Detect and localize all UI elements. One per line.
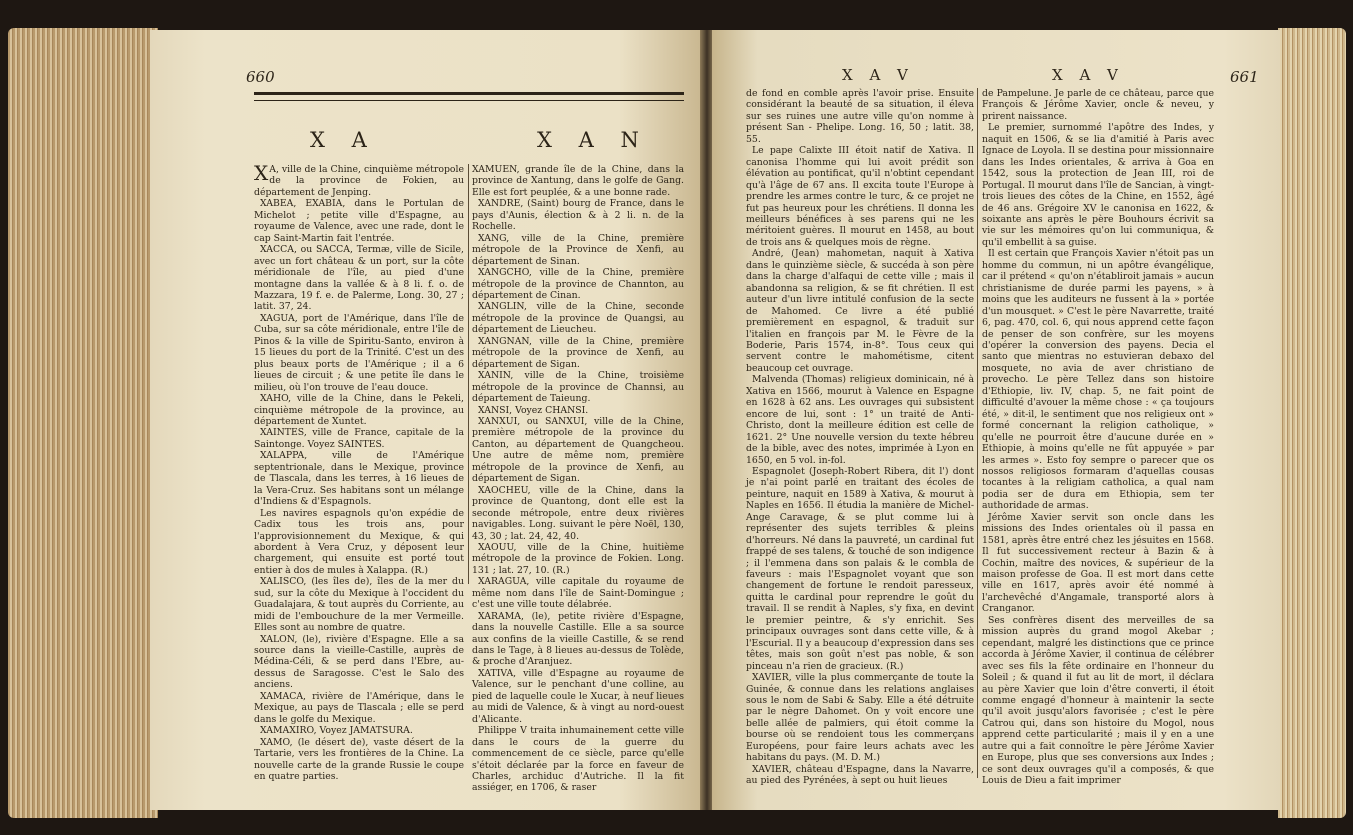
paragraph: de fond en comble après l'avoir prise. Ensuite considérant la beauté de sa situation, il éleva sur ses ruines une autre ville qu'on nomme à présent San - Phelipe. Long. 16, 50 ; latit. 38, 55.	[746, 88, 974, 145]
paragraph	[254, 161, 464, 198]
paragraph: XAGUA, port de l'Amérique, dans l'île de Cuba, sur sa côte méridionale, entre l'île de Pinos & la ville de Spiritu-Santo, environ à 15 lieues du port de la Trinité. C'est un des plus beaux ports de l'Amérique ; il a 6 lieues de circuit ; & une petite île dans le milieu, où l'on trouve de l'eau douce.	[254, 312, 464, 393]
column-heading-left-2: X A N	[537, 128, 649, 152]
paragraph: XAMUEN, grande île de la Chine, dans la province de Xantung, dans le golfe de Gang. Elle est fort peuplée, & a une bonne rade.	[472, 164, 684, 198]
right-page-edges	[1278, 28, 1346, 818]
paragraph: XAINTES, ville de France, capitale de la Saintonge. Voyez SAINTES.	[254, 427, 464, 450]
paragraph: Philippe V traita inhumainement cette ville dans le cours de la guerre du commencement de ce siècle, parce qu'elle s'étoit déclarée par la force en faveur de Charles, archiduc d'Autriche. Il la fit assiéger, en 1706, & raser	[472, 725, 684, 794]
running-head-right: X A V	[1052, 66, 1124, 84]
paragraph: XAOUU, ville de la Chine, huitième métropole de la province de Fokien. Long. 131 ; lat. 27, 10. (R.)	[472, 541, 684, 576]
paragraph: XAHO, ville de la Chine, dans le Pekeli, cinquième métropole de la province, au département de Xuntet.	[254, 393, 464, 427]
paragraph: XAOCHEU, ville de la Chine, dans la province de Quantong, dont elle est la seconde métropole, entre deux rivières navigables. Long. suivant le père Noël, 130, 43, 30 ; lat. 24, 42, 40.	[472, 484, 684, 542]
paragraph: XABEA, EXABIA, dans le Portulan de Michelot ; petite ville d'Espagne, au royaume de Valence, avec une rade, dont le cap Saint-Martin fait l'entrée.	[254, 198, 464, 244]
paragraph-text: A, ville de la Chine, cinquième métropole de la province de Fokien, au département de Jenping.	[254, 164, 464, 198]
paragraph: XANSI, Voyez CHANSI.	[478, 404, 589, 416]
paragraph: XAVIER, château d'Espagne, dans la Navarre, au pied des Pyrénées, à sept ou huit lieues	[746, 763, 974, 787]
paragraph: XANGNAN, ville de la Chine, première métropole de la province de Xenfi, au département de Sigan.	[472, 335, 684, 370]
left-page	[150, 30, 702, 810]
paragraph: Espagnolet (Joseph-Robert Ribera, dit l') dont je n'ai point parlé en traitant des écoles de peinture, naquit en 1589 à Xativa, & mourut à Naples en 1656. Il étudia la manière de Michel-Ange Caravage, & se plut comme lui à représenter des sujets terribles & pleins d'horreurs. Né dans la pauvreté, un cardinal fut frappé de ses talens, & touché de son indigence ; il l'emmena dans son palais & le combla de faveurs : mais l'Espagnolet voyant que son changement de fortune le rendoit paresseux, quitta le cardinal pour reprendre le goût du travail. Il se rendit à Naples, s'y fixa, en devint le premier peintre, & s'y enrichit. Ses principaux ouvrages sont dans cette ville, & à l'Escurial. Il y a beaucoup d'expression dans ses têtes, mais son goût n'est pas noble, & son pinceau n'a rien de gracieux. (R.)	[746, 465, 974, 672]
header-rule-left	[254, 92, 684, 101]
paragraph: XANGLIN, ville de la Chine, seconde métropole de la province de Quangsi, au département de Lieucheu.	[472, 301, 684, 336]
paragraph: XALON, (le), rivière d'Espagne. Elle a sa source dans la vieille-Castille, auprès de Médina-Céli, & se perd dans l'Ebre, au-dessus de Saragosse. C'est le Salo des anciens.	[254, 633, 464, 691]
paragraph: Le premier, surnommé l'apôtre des Indes, y naquit en 1506, & se lia d'amitié à Paris avec Ignace de Loyola. Il se destina pour missionnaire dans les Indes orientales, & arriva à Goa en 1542, sous la protection de Jean III, roi de Portugal. Il mourut dans l'île de Sancian, à vingt-trois lieues des côtes de la Chine, en 1552, âgé de 46 ans. Grégoire XV le canonisa en 1622, & soixante ans après le père Bouhours écrivit sa vie sur les mémoires qu'on lui communiqua, & qu'il embellit à sa guise.	[982, 122, 1214, 248]
page-number-right: 661	[1230, 68, 1259, 86]
paragraph: XANDRE, (Saint) bourg de France, dans le pays d'Aunis, élection & à 2 li. n. de la Rochelle.	[472, 198, 684, 233]
paragraph: XANGCHO, ville de la Chine, première métropole de la province de Channton, au département de Cinan.	[472, 267, 684, 301]
left-page-edges	[8, 28, 158, 818]
paragraph: XACCA, ou SACCA, Termæ, ville de Sicile, avec un fort château & un port, sur la côte méridionale de l'île, au pied d'une montagne dans la vallée & à 8 li. f. o. de Mazzara, 19 f. e. de Palerme, Long. 30, 27 ; latit. 37, 24.	[254, 244, 464, 313]
running-head-left: X A V	[842, 66, 914, 84]
right-page-column-2	[982, 88, 1214, 804]
left-page-column-2	[472, 164, 684, 804]
right-page	[712, 30, 1280, 810]
paragraph: de Pampelune. Je parle de ce château, parce que François & Jérôme Xavier, oncle & neveu, y prirent naissance.	[982, 88, 1214, 122]
paragraph: XAMO, (le désert de), vaste désert de la Tartarie, vers les frontières de la Chine. La nouvelle carte de la grande Russie le coupe en quatre parties.	[254, 736, 464, 783]
paragraph: XALISCO, (les îles de), îles de la mer du sud, sur la côte du Mexique à l'occident du Guadalajara, & tout auprès du Corriente, au midi de l'embouchure de la mer Vermeille. Elles sont au nombre de quatre.	[254, 576, 464, 634]
column-separator	[468, 164, 469, 584]
paragraph: XATIVA, ville d'Espagne au royaume de Valence, sur le penchant d'une colline, au pied de laquelle coule le Xucar, à neuf lieues au midi de Valence, & à vingt au nord-ouest d'Alicante.	[472, 667, 684, 725]
paragraph: XAVIER, ville la plus commerçante de toute la Guinée, & connue dans les relations anglaises sous le nom de Sabi & Saby. Elle a été détruite par le nègre Dahomet. On y voit encore une belle allée de palmiers, qui étoit comme la bourse où se rendoient tous les commerçans Européens, pour faire leurs achats avec les habitans du pays. (M. D. M.)	[746, 672, 974, 764]
page-number-left: 660	[246, 68, 275, 86]
right-page-column-1	[746, 88, 974, 804]
paragraph: Il est certain que François Xavier n'étoit pas un homme du commun, ni un apôtre évangélique, car il prétend « qu'on n'établiroit jamais » aucun christianisme de durée parmi les payens, » à moins que les auditeurs ne fussent à la » portée d'un mousquet. » C'est le père Navarrette, traité 6, pag. 470, col. 6, qui nous apprend cette façon de penser de son confrère, sur les moyens d'opérer la conversion des payens. Decia el santo que mientras no estuvieran debaxo del mosquete, no avia de aver christiano de provecho. Le père Tellez dans son histoire d'Ethiopie, liv. IV, chap. 5, ne fait point de difficulté d'avouer la même chose : « ça toujours été, » dit-il, le sentiment que nos religieux ont » formé concernant la religion catholique, » qu'elle ne pourroit être d'aucune durée en » Ethiopie, à moins qu'elle ne fût appuyée » par les armes ». Esto foy sempre o parecer que os nossos religiosos formaram d'aquellas cousas tocantes à la religiam catholica, a qual nam podia ser de dura em Ethiopia, sem ter authoridade de armas.	[982, 248, 1214, 512]
paragraph: Les navires espagnols qu'on expédie de Cadix tous les trois ans, pour l'approvisionnement du Mexique, & qui abordent à Vera Cruz, y déposent leur chargement, qui ensuite est porté tout entier à dos de mules à Xalappa. (R.)	[254, 507, 464, 576]
column-separator	[977, 88, 978, 778]
paragraph: XARAGUA, ville capitale du royaume de même nom dans l'île de Saint-Domingue ; c'est une ville toute délabrée.	[472, 576, 684, 611]
left-page-column-1	[254, 161, 464, 804]
paragraph: XAMACA, rivière de l'Amérique, dans le Mexique, au pays de Tlascala ; elle se perd dans le golfe du Mexique.	[254, 690, 464, 725]
paragraph: XANIN, ville de la Chine, troisième métropole de la province de Channsi, au département de Taieung.	[472, 370, 684, 405]
paragraph: Jérôme Xavier servit son oncle dans les missions des Indes orientales où il passa en 1581, après être entré chez les jésuites en 1568. Il fut successivement recteur à Bazin & à Cochin, maître des novices, & supérieur de la maison professe de Goa. Il est mort dans cette ville en 1617, après avoir été nommé à l'archevêché d'Angamale, transporté alors à Cranganor.	[982, 511, 1214, 615]
column-heading-left-1: X A	[310, 128, 377, 152]
paragraph: Malvenda (Thomas) religieux dominicain, né à Xativa en 1566, mourut à Valence en Espagne en 1628 à 62 ans. Les ouvrages qui subsistent encore de lui, sont : 1° un traité de Anti-Christo, dont la meilleure édition est celle de 1621. 2° Une nouvelle version du texte hébreu de la bible, avec des notes, imprimée à Lyon en 1650, en 5 vol. in-fol.	[746, 374, 974, 466]
paragraph: Ses confrères disent des merveilles de sa mission auprès du grand mogol Akebar ; cependant, malgré les distinctions que ce prince accorda à Jérôme Xavier, il continua de célébrer avec ses fils la fête ordinaire en l'honneur du Soleil ; & quand il fut au lit de mort, il déclara au père Xavier que loin d'être converti, il étoit comme engagé d'honneur à maintenir la secte qu'il avoit jusqu'alors favorisée ; c'est le père Catrou qui, dans son histoire du Mogol, nous apprend cette particularité ; mais il y en a une autre qui a fait connoître le père Jérôme Xavier en Europe, plus que ses conversions aux Indes ; ce sont deux ouvrages qu'il a composés, & que Louis de Dieu a fait imprimer	[982, 614, 1214, 787]
paragraph: Le pape Calixte III étoit natif de Xativa. Il canonisa l'homme qui lui avoit prédit son élévation au pontificat, qu'il n'obtint cependant qu'à l'âge de 67 ans. Il excita toute l'Europe à prendre les armes contre le turc, & ce projet ne fut pas heureux pour les chrétiens. Il donna les meilleurs bénéfices à ses parens qui ne les méritoient guères. Il mourut en 1458, au bout de trois ans & quelques mois de règne.	[746, 145, 974, 248]
paragraph: XANXUI, ou SANXUI, ville de la Chine, première métropole de la province du Canton, au département de Quangcheou. Une autre de même nom, première métropole de la province de Xenfi, au département de Sigan.	[472, 415, 684, 485]
paragraph: XANG, ville de la Chine, première métropole de la Province de Xenfi, au département de Sinan.	[472, 232, 684, 267]
paragraph: XALAPPA, ville de l'Amérique septentrionale, dans le Mexique, province de Tlascala, dans les terres, à 16 lieues de la Vera-Cruz. Ses habitans sont un mélange d'Indiens & d'Espagnols.	[254, 450, 464, 508]
drop-cap: X	[254, 161, 269, 185]
paragraph: XAMAXIRO, Voyez JAMATSURA.	[260, 725, 413, 737]
paragraph: XARAMA, (le), petite rivière d'Espagne, dans la nouvelle Castille. Elle a sa source aux confins de la vieille Castille, & se rend dans le Tage, à 8 lieues au-dessus de Tolède, & proche d'Aranjuez.	[472, 610, 684, 668]
paragraph: André, (Jean) mahometan, naquit à Xativa dans le quinzième siècle, & succéda à son père dans la charge d'alfaqui de cette ville ; mais il abandonna sa religion, & se fit chrétien. Il est auteur d'un livre intitulé confusion de la secte de Mahomed. Ce livre a été publié premièrement en espagnol, & traduit sur l'italien en françois par M. le Fèvre de la Boderie, Paris 1574, in-8°. Tous ceux qui servent contre le mahométisme, citent beaucoup cet ouvrage.	[746, 248, 974, 374]
